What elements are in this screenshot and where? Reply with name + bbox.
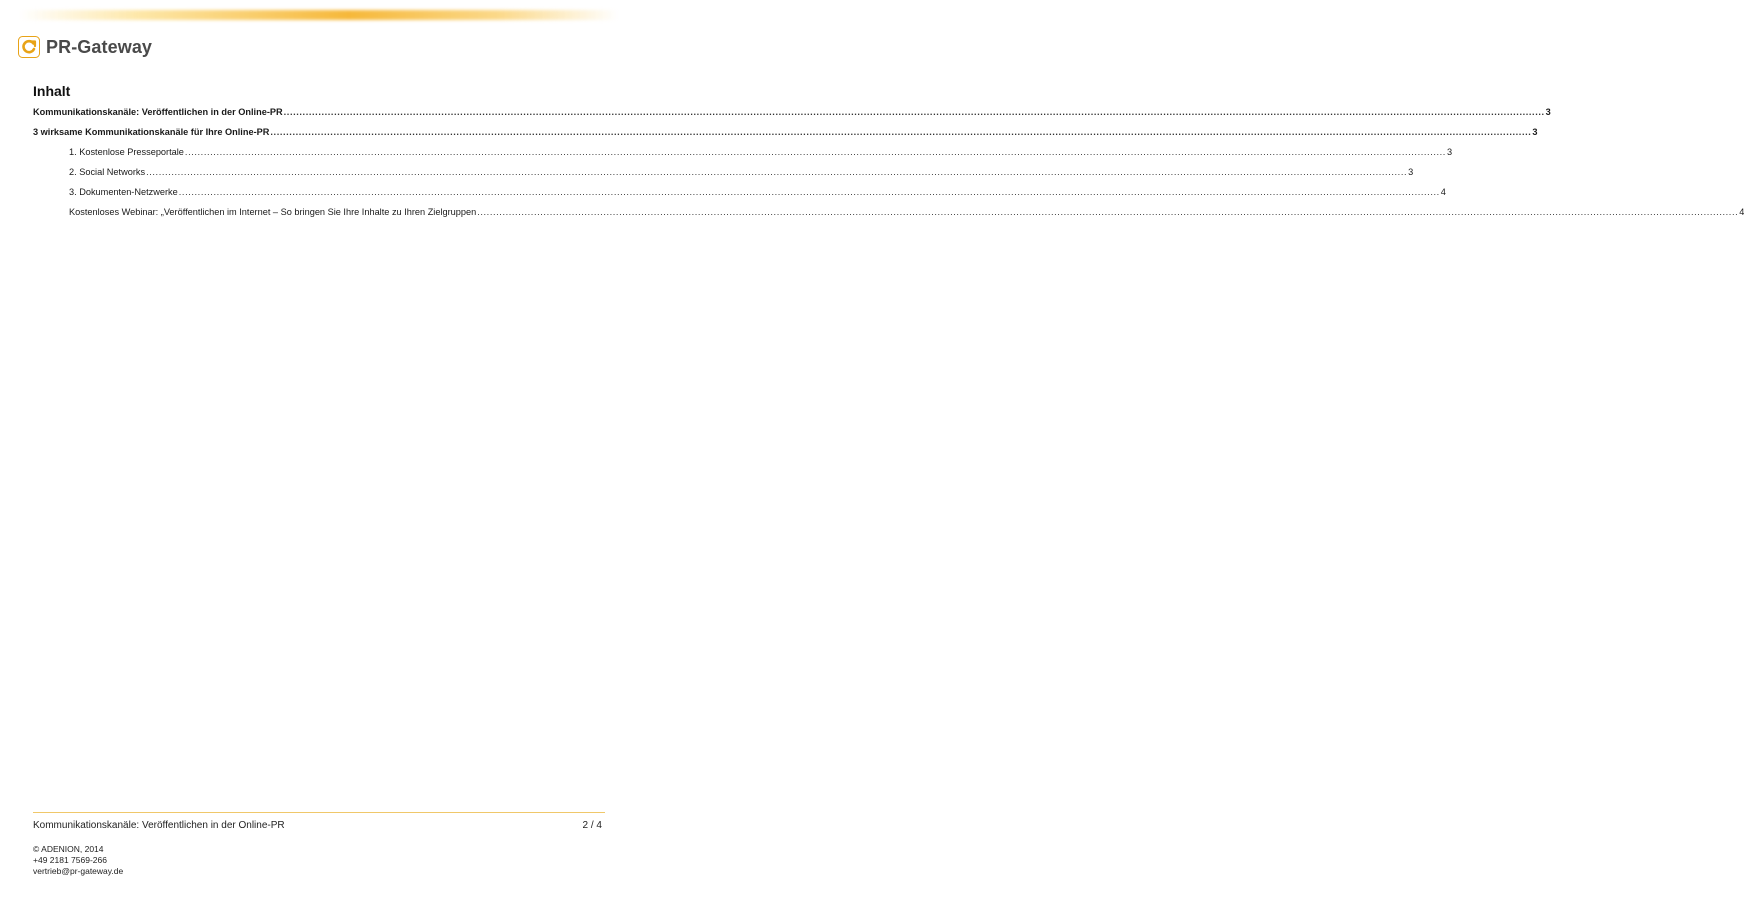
footer-phone: +49 2181 7569-266	[33, 855, 107, 865]
table-of-contents	[33, 102, 1744, 222]
footer-page-indicator: 2 / 4	[582, 820, 602, 831]
toc-dot-leader: ................................................................................................................................................................................................................................................................................................................................................................................................................	[184, 147, 1446, 157]
toc-entry[interactable]	[33, 182, 1446, 202]
footer-copyright: © ADENION, 2014	[33, 844, 104, 854]
toc-entry[interactable]	[33, 102, 1551, 122]
toc-entry-page: 3	[1408, 167, 1414, 177]
toc-dot-leader: ................................................................................................................................................................................................................................................................................................................................................................................................................	[178, 187, 1440, 197]
toc-entry-label: Kommunikationskanäle: Veröffentlichen in der Online-PR	[33, 107, 283, 117]
toc-entry-page: 3	[1532, 127, 1538, 137]
toc-entry-label: 2. Social Networks	[69, 167, 146, 177]
logo-wordmark: PR-Gateway	[46, 36, 153, 57]
toc-dot-leader: ................................................................................................................................................................................................................................................................................................................................................................................................................	[146, 167, 1408, 177]
toc-entry-page: 4	[1440, 187, 1446, 197]
footer-email: vertrieb@pr-gateway.de	[33, 866, 124, 876]
footer-divider	[33, 812, 605, 813]
header-accent-bar	[20, 10, 618, 20]
toc-entry[interactable]	[33, 202, 1744, 222]
toc-entry[interactable]	[33, 162, 1414, 182]
toc-entry-label: Kostenloses Webinar: „Veröffentlichen im Internet – So bringen Sie Ihre Inhalte zu Ihren Zielgruppen	[69, 207, 477, 217]
toc-entry-label: 1. Kostenlose Presseportale	[69, 147, 184, 157]
footer-contact	[33, 844, 123, 877]
toc-entry-page: 4	[1739, 207, 1744, 217]
toc-title: Inhalt	[33, 83, 71, 99]
footer-document-title: Kommunikationskanäle: Veröffentlichen in der Online-PR	[33, 820, 285, 831]
toc-entry-label: 3 wirksame Kommunikationskanäle für Ihre Online-PR	[33, 127, 270, 137]
toc-dot-leader: ................................................................................................................................................................................................................................................................................................................................................................................................................	[270, 127, 1532, 137]
toc-entry-page: 3	[1545, 107, 1551, 117]
toc-dot-leader: ................................................................................................................................................................................................................................................................................................................................................................................................................	[283, 107, 1545, 117]
toc-entry-page: 3	[1446, 147, 1453, 157]
pr-gateway-logo	[18, 35, 152, 59]
logo-mark-icon	[18, 36, 40, 58]
toc-entry[interactable]	[33, 122, 1538, 142]
toc-dot-leader: ................................................................................................................................................................................................................................................................................................................................................................................................................	[477, 207, 1739, 217]
toc-entry[interactable]	[33, 142, 1453, 162]
toc-entry-label: 3. Dokumenten-Netzwerke	[69, 187, 178, 197]
